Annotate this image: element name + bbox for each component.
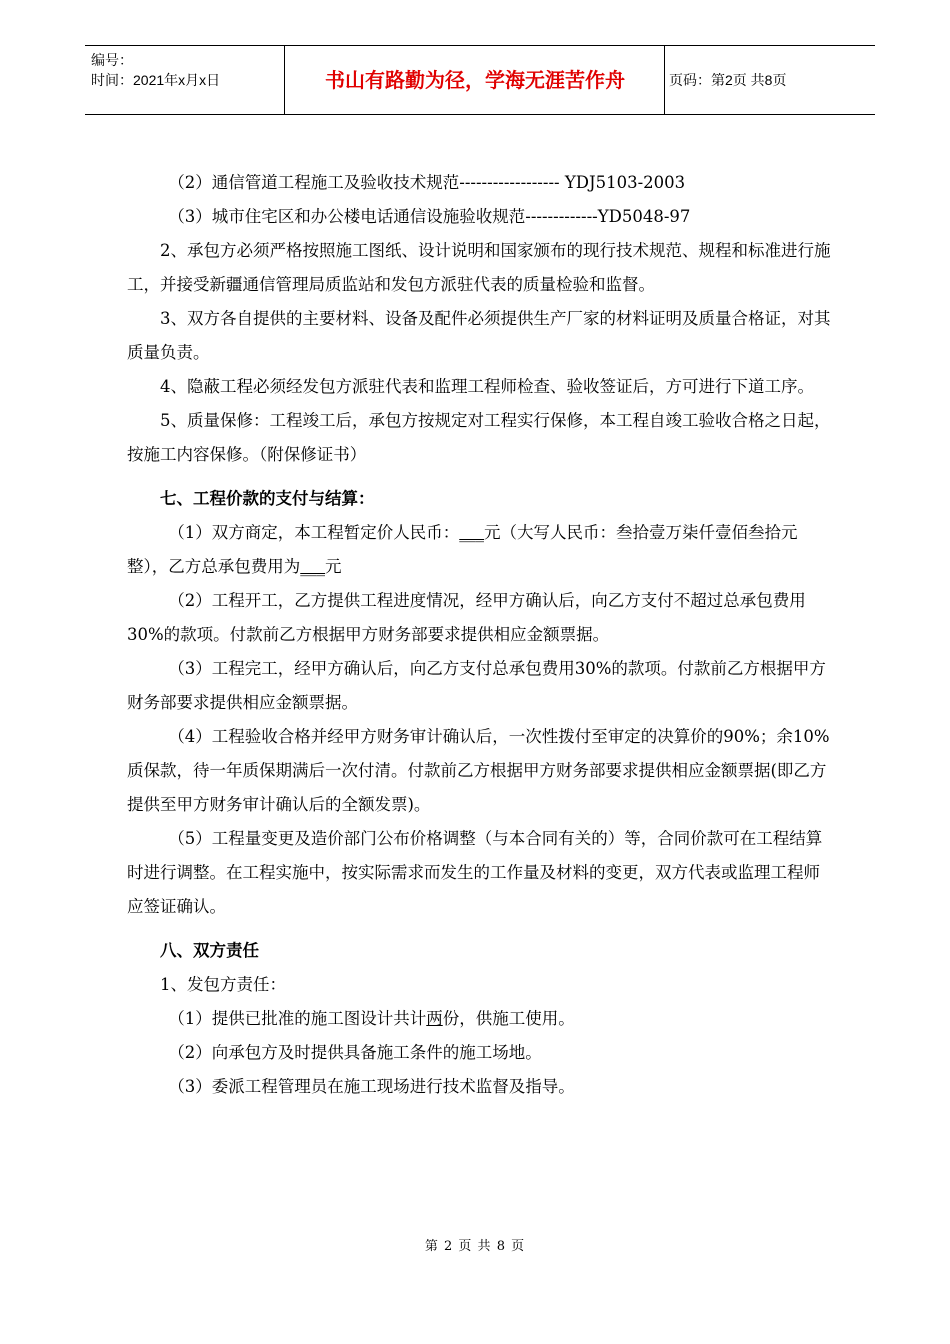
section-8-title: 八、双方责任: [160, 941, 259, 960]
copies-count: 两: [426, 1009, 443, 1028]
duty-1-text-b: 份，供施工使用。: [442, 1009, 575, 1028]
payment-clause-4: （4）工程验收合格并经甲方财务审计确认后，一次性拨付至审定的决算价的90%；余10%质保款，待一年质保期满后一次付清。付款前乙方根据甲方财务部要求提供相应金额票据(即乙方提供至甲方财务审计确认后的全额发票)。: [127, 727, 830, 814]
payment-clause-3: （3）工程完工，经甲方确认后，向乙方支付总承包费用30%的款项。付款前乙方根据甲方财务部要求提供相应金额票据。: [127, 659, 826, 712]
header-motto: 书山有路勤为径，学海无涯苦作舟: [286, 46, 665, 114]
price-blank: ___: [459, 523, 484, 542]
payment-1-text-b: 元（大写人民币：叁拾壹万柒仟壹佰叁拾元整），乙方总承包费用为: [127, 523, 798, 576]
employer-duties-heading: 1、发包方责任：: [160, 975, 286, 994]
payment-1-text-a: （1）双方商定，本工程暂定价人民币：: [168, 523, 460, 542]
payment-clause-5: （5）工程量变更及造价部门公布价格调整（与本合同有关的）等，合同价款可在工程结算时进行调整。在工程实施中，按实际需求而发生的工作量及材料的变更，双方代表或监理工程师应签证确认。: [127, 829, 823, 916]
doc-number-label: 编号：: [91, 52, 133, 68]
section-7-title: 七、工程价款的支付与结算：: [160, 489, 375, 508]
standard-item-3: （3）城市住宅区和办公楼电话通信设施验收规范-------------YD5048-97: [168, 207, 691, 226]
payment-1-text-c: 元: [325, 557, 342, 576]
quality-clause-3: 3、双方各自提供的主要材料、设备及配件必须提供生产厂家的材料证明及质量合格证，对其质量负责。: [127, 309, 831, 362]
quality-clause-2: 2、承包方必须严格按照施工图纸、设计说明和国家颁布的现行技术规范、规程和标准进行施工，并接受新疆通信管理局质监站和发包方派驻代表的质量检验和监督。: [127, 241, 831, 294]
doc-time-label: 时间：2021年x月x日: [91, 72, 221, 88]
header-meta: [85, 46, 285, 114]
quality-clause-5: 5、质量保修：工程竣工后，承包方按规定对工程实行保修，本工程自竣工验收合格之日起，按施工内容保修。（附保修证书）: [127, 411, 831, 464]
header-page-info: 页码：第2页 共8页: [669, 72, 787, 88]
quality-clause-4: 4、隐蔽工程必须经发包方派驻代表和监理工程师检查、验收签证后，方可进行下道工序。: [160, 377, 814, 396]
fee-blank: ___: [300, 557, 325, 576]
payment-clause-2: （2）工程开工，乙方提供工程进度情况，经甲方确认后，向乙方支付不超过总承包费用30%的款项。付款前乙方根据甲方财务部要求提供相应金额票据。: [127, 591, 806, 644]
page-footer: 第 2 页 共 8 页: [424, 1239, 526, 1254]
standard-item-2: （2）通信管道工程施工及验收技术规范------------------ YDJ5103-2003: [168, 173, 686, 192]
employer-duty-3: （3）委派工程管理员在施工现场进行技术监督及指导。: [168, 1077, 575, 1096]
duty-1-text-a: （1）提供已批准的施工图设计共计: [168, 1009, 427, 1028]
payment-clause-1: [127, 516, 832, 584]
employer-duty-1: [127, 1002, 832, 1036]
employer-duty-2: （2）向承包方及时提供具备施工条件的施工场地。: [168, 1043, 542, 1062]
document-body: [127, 166, 832, 1104]
page-header: [85, 45, 875, 115]
